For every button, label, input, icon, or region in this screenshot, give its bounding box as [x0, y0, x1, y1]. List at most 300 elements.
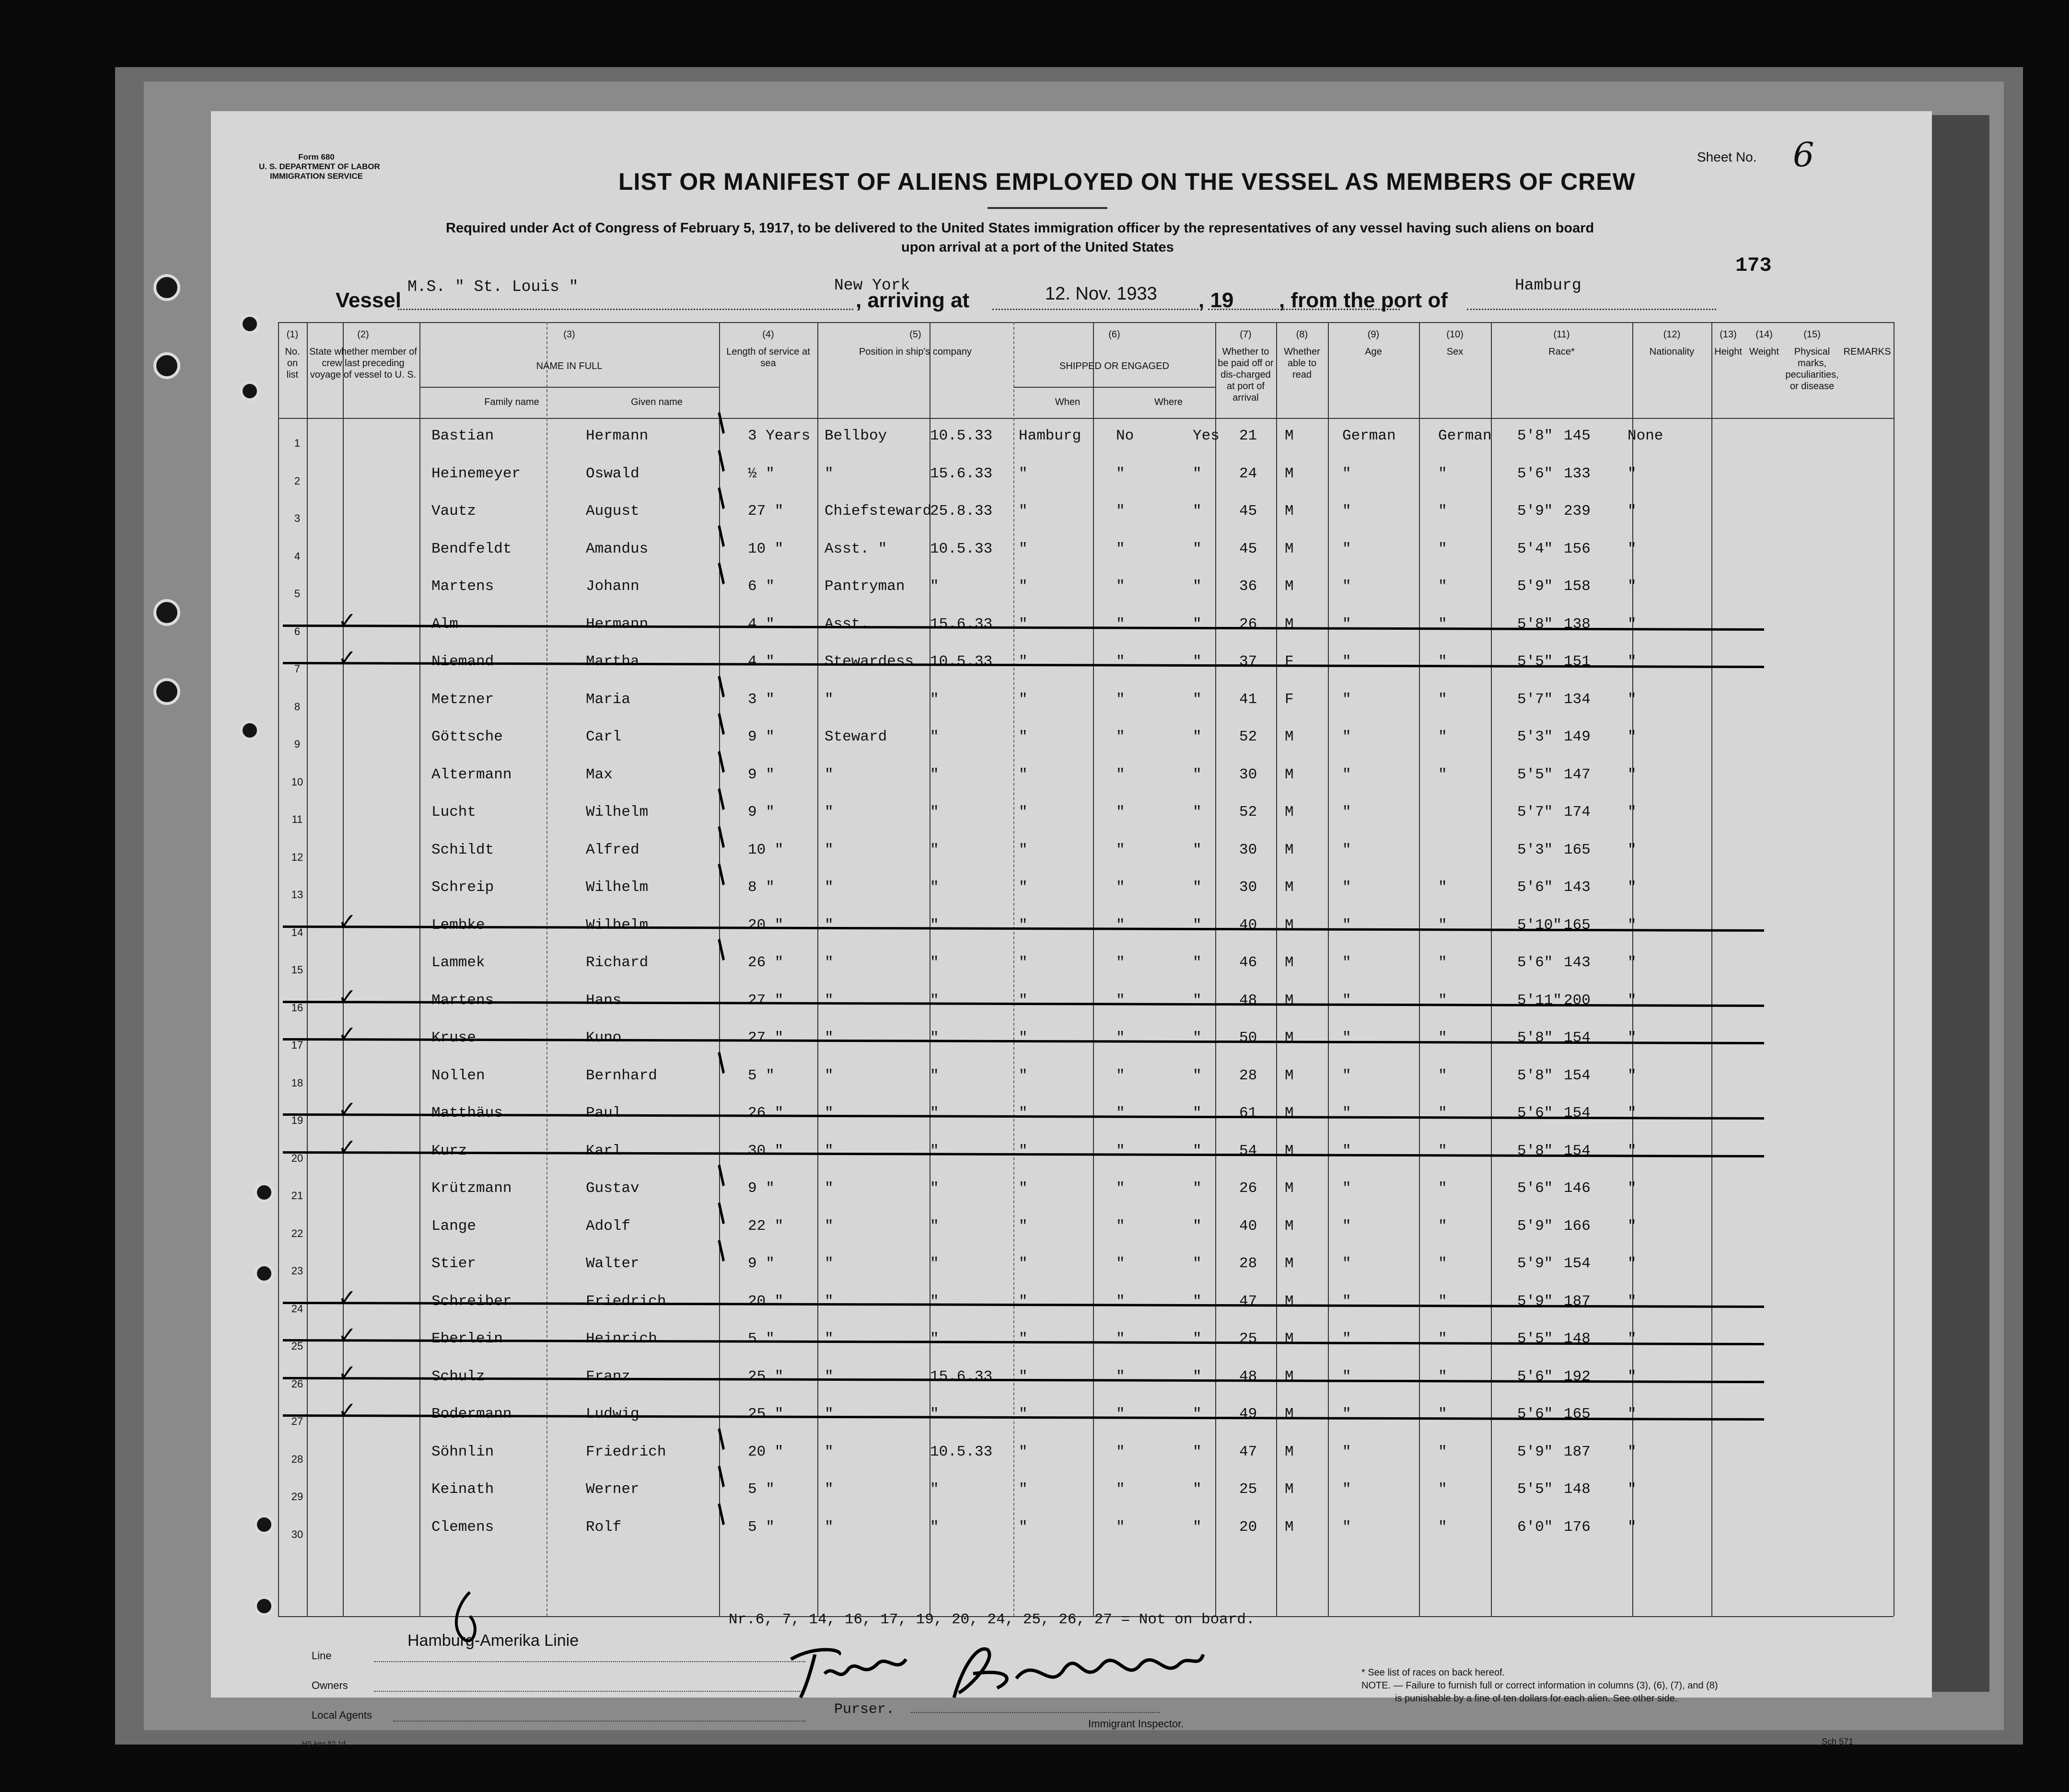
check-mark: ✓ — [338, 1322, 357, 1348]
table-cell-where: " — [1019, 1481, 1028, 1498]
table-cell-service: 27 " — [748, 503, 784, 520]
table-cell-service: 25 " — [748, 1368, 784, 1385]
table-cell-sex: M — [1285, 1255, 1294, 1272]
table-cell-race: " — [1342, 691, 1351, 708]
inspector-dotline — [911, 1712, 1160, 1713]
table-cell-where: " — [1019, 879, 1028, 896]
name-subheader-line — [419, 387, 719, 388]
table-cell-family: Martens — [431, 578, 494, 595]
table-cell-position: " — [825, 1067, 834, 1084]
check-mark: / — [710, 520, 732, 551]
table-cell-height: 5'7" — [1517, 804, 1553, 821]
table-cell-sex: M — [1285, 578, 1294, 595]
table-cell-service: 25 " — [748, 1406, 784, 1422]
table-cell-family: Lange — [431, 1217, 477, 1235]
table-cell-given: Bernhard — [586, 1067, 657, 1084]
row-number: 13 — [291, 889, 303, 901]
check-mark: ✓ — [338, 908, 357, 934]
print-code: HS keg 82 1d — [302, 1740, 346, 1748]
check-mark: / — [710, 1423, 732, 1454]
column-header: Length of service at sea — [726, 347, 810, 369]
table-cell-weight: 145 — [1564, 428, 1591, 444]
table-cell-service: 26 " — [748, 1105, 784, 1121]
column-divider — [719, 322, 720, 1616]
table-top-border — [278, 322, 1894, 323]
table-cell-family: Krützmann — [431, 1180, 512, 1197]
table-cell-service: 4 " — [748, 615, 775, 633]
table-cell-when: " — [930, 578, 939, 595]
table-cell-when: " — [930, 1293, 939, 1310]
table-cell-age: 26 — [1239, 615, 1257, 633]
table-cell-weight: 151 — [1564, 653, 1591, 670]
table-cell-position: " — [825, 1330, 834, 1347]
table-cell-where: " — [1019, 1142, 1028, 1159]
table-cell-age: 26 — [1239, 1180, 1257, 1197]
table-cell-read: " — [1193, 1368, 1202, 1385]
table-cell-read: Yes — [1193, 428, 1220, 444]
table-cell-when: " — [930, 1105, 939, 1121]
column-header: Race* — [1548, 347, 1575, 357]
table-cell-family: Vautz — [431, 503, 477, 520]
check-mark: / — [710, 1047, 732, 1077]
table-cell-sex: M — [1285, 954, 1294, 971]
row-number: 24 — [291, 1302, 303, 1315]
table-cell-when: 15.6.33 — [930, 465, 993, 482]
table-cell-position: " — [825, 1293, 834, 1310]
year-label: , 19 — [1198, 289, 1234, 312]
races-note: * See list of races on back hereof. — [1361, 1667, 1505, 1678]
table-cell-weight: 143 — [1564, 879, 1591, 896]
table-cell-marks: " — [1627, 1180, 1637, 1197]
table-cell-where: " — [1019, 1330, 1028, 1347]
check-mark: ✓ — [338, 983, 357, 1009]
table-cell-paid: " — [1116, 916, 1125, 934]
punch-hole — [254, 1515, 274, 1535]
table-cell-where: " — [1019, 1293, 1028, 1310]
row-number: 25 — [291, 1340, 303, 1352]
table-cell-read: " — [1193, 804, 1202, 821]
table-cell-family: Kurz — [431, 1142, 467, 1159]
table-cell-when: " — [930, 1481, 939, 1498]
column-divider — [278, 322, 279, 1616]
table-cell-where: " — [1019, 615, 1028, 633]
punch-hole — [153, 678, 180, 705]
table-cell-age: 47 — [1239, 1293, 1257, 1310]
table-cell-height: 6'0" — [1517, 1518, 1553, 1536]
column-header: REMARKS — [1843, 347, 1891, 357]
table-cell-paid: " — [1116, 1142, 1125, 1159]
table-cell-age: 28 — [1239, 1067, 1257, 1084]
table-cell-age: 40 — [1239, 916, 1257, 934]
table-cell-paid: " — [1116, 578, 1125, 595]
table-cell-when: 10.5.33 — [930, 1443, 993, 1460]
table-cell-service: 9 " — [748, 728, 775, 745]
punch-hole — [240, 381, 260, 401]
table-cell-marks: " — [1627, 1368, 1637, 1385]
row-number: 28 — [291, 1453, 303, 1465]
check-mark: ✓ — [338, 607, 357, 633]
table-cell-sex: M — [1285, 1217, 1294, 1235]
table-cell-race: " — [1342, 540, 1351, 557]
table-cell-where: " — [1019, 728, 1028, 745]
check-mark: / — [710, 709, 732, 739]
table-cell-position: " — [825, 1029, 834, 1046]
table-cell-paid: " — [1116, 766, 1125, 783]
table-cell-position: " — [825, 916, 834, 934]
table-cell-nat: " — [1438, 1518, 1447, 1536]
table-cell-nat: " — [1438, 615, 1447, 633]
table-cell-sex: M — [1285, 1067, 1294, 1084]
subtitle-line-2: upon arrival at a port of the United States — [901, 240, 1174, 255]
table-cell-nat: " — [1438, 992, 1447, 1009]
column-header: State whether member of crew last preceding voyage of vessel to U. S. — [309, 347, 417, 380]
table-cell-age: 61 — [1239, 1105, 1257, 1121]
table-cell-family: Alm — [431, 615, 458, 633]
table-cell-family: Schreiber — [431, 1293, 512, 1310]
table-cell-position: Asst. — [825, 615, 870, 633]
table-cell-position: " — [825, 1406, 834, 1422]
column-number: (6) — [1108, 329, 1120, 340]
table-cell-paid: " — [1116, 465, 1125, 482]
table-cell-paid: " — [1116, 1481, 1125, 1498]
table-cell-read: " — [1193, 1406, 1202, 1422]
table-cell-position: Stewardess — [825, 653, 914, 670]
table-cell-service: 27 " — [748, 992, 784, 1009]
table-cell-nat: " — [1438, 879, 1447, 896]
table-cell-marks: " — [1627, 1518, 1637, 1536]
punch-hole — [153, 274, 180, 301]
table-cell-sex: M — [1285, 1029, 1294, 1046]
table-cell-service: 9 " — [748, 766, 775, 783]
table-cell-nat: " — [1438, 1330, 1447, 1347]
table-cell-where: " — [1019, 503, 1028, 520]
table-cell-marks: " — [1627, 879, 1637, 896]
row-number: 19 — [291, 1114, 303, 1126]
table-cell-paid: " — [1116, 804, 1125, 821]
table-cell-race: " — [1342, 841, 1351, 858]
arriving-value: New York — [834, 277, 910, 294]
table-cell-sex: F — [1285, 691, 1294, 708]
row-number: 7 — [294, 663, 301, 675]
table-cell-age: 21 — [1239, 428, 1257, 444]
table-cell-sex: M — [1285, 1368, 1294, 1385]
table-cell-nat: " — [1438, 954, 1447, 971]
not-on-board-note: Nr.6, 7, 14, 16, 17, 19, 20, 24, 25, 26, 27 = Not on board. — [729, 1611, 1255, 1628]
table-cell-marks: " — [1627, 578, 1637, 595]
table-cell-where: " — [1019, 1029, 1028, 1046]
table-cell-weight: 138 — [1564, 615, 1591, 633]
table-cell-sex: M — [1285, 540, 1294, 557]
table-cell-weight: 148 — [1564, 1330, 1591, 1347]
table-cell-family: Schreip — [431, 879, 494, 896]
list-number: 173 — [1735, 254, 1772, 277]
table-cell-service: 10 " — [748, 841, 784, 858]
table-cell-race: " — [1342, 465, 1351, 482]
table-cell-nat: " — [1438, 1067, 1447, 1084]
table-cell-given: Maria — [586, 691, 631, 708]
table-cell-height: 5'9" — [1517, 1293, 1553, 1310]
table-cell-service: 20 " — [748, 1293, 784, 1310]
given-name-header: Given name — [631, 397, 683, 407]
table-cell-height: 5'6" — [1517, 1406, 1553, 1422]
table-cell-height: 5'9" — [1517, 1217, 1553, 1235]
form-service: IMMIGRATION SERVICE — [270, 172, 363, 181]
table-cell-given: Gustav — [586, 1180, 639, 1197]
table-cell-age: 52 — [1239, 728, 1257, 745]
table-cell-race: " — [1342, 503, 1351, 520]
table-cell-when: " — [930, 1180, 939, 1197]
table-cell-sex: M — [1285, 841, 1294, 858]
table-cell-race: " — [1342, 1368, 1351, 1385]
column-header: Whether able to read — [1284, 347, 1320, 380]
table-cell-marks: " — [1627, 1406, 1637, 1422]
check-mark: / — [710, 784, 732, 814]
column-number: (4) — [762, 329, 774, 340]
table-cell-nat: " — [1438, 1142, 1447, 1159]
table-cell-read: " — [1193, 1029, 1202, 1046]
row-number: 12 — [291, 851, 303, 863]
table-cell-marks: " — [1627, 691, 1637, 708]
table-cell-position: " — [825, 1443, 834, 1460]
table-cell-race: " — [1342, 1293, 1351, 1310]
table-cell-marks: " — [1627, 1443, 1637, 1460]
table-cell-weight: 158 — [1564, 578, 1591, 595]
table-cell-family: Lucht — [431, 804, 477, 821]
table-cell-service: 22 " — [748, 1217, 784, 1235]
table-cell-race: " — [1342, 916, 1351, 934]
table-cell-weight: 149 — [1564, 728, 1591, 745]
table-cell-when: " — [930, 1067, 939, 1084]
punch-hole — [153, 599, 180, 626]
punch-hole — [254, 1596, 274, 1616]
table-cell-read: " — [1193, 615, 1202, 633]
table-cell-marks: " — [1627, 916, 1637, 934]
table-cell-nat: " — [1438, 578, 1447, 595]
table-cell-service: 4 " — [748, 653, 775, 670]
table-cell-family: Heinemeyer — [431, 465, 521, 482]
table-cell-read: " — [1193, 992, 1202, 1009]
table-cell-age: 37 — [1239, 653, 1257, 670]
column-header: SHIPPED OR ENGAGED — [1059, 361, 1169, 371]
table-cell-given: Walter — [586, 1255, 639, 1272]
table-cell-weight: 176 — [1564, 1518, 1591, 1536]
table-cell-weight: 187 — [1564, 1293, 1591, 1310]
table-cell-position: Bellboy — [825, 428, 887, 444]
table-cell-where: " — [1019, 1443, 1028, 1460]
table-cell-family: Clemens — [431, 1518, 494, 1536]
row-number: 23 — [291, 1265, 303, 1277]
binding-shadow — [1932, 115, 1989, 1692]
column-header: Physical marks, peculiarities, or disease — [1785, 347, 1839, 392]
table-cell-service: 27 " — [748, 1029, 784, 1046]
row-number: 15 — [291, 964, 303, 976]
table-cell-height: 5'9" — [1517, 503, 1553, 520]
table-cell-where: " — [1019, 804, 1028, 821]
table-cell-read: " — [1193, 1180, 1202, 1197]
table-cell-family: Niemand — [431, 653, 494, 670]
table-cell-when: 15.6.33 — [930, 615, 993, 633]
column-number: (2) — [357, 329, 369, 340]
table-cell-nat: " — [1438, 1368, 1447, 1385]
table-cell-given: Max — [586, 766, 613, 783]
table-cell-paid: " — [1116, 879, 1125, 896]
table-cell-position: " — [825, 1481, 834, 1498]
table-cell-age: 46 — [1239, 954, 1257, 971]
column-header: Nationality — [1649, 347, 1695, 357]
table-cell-marks: " — [1627, 1142, 1637, 1159]
table-cell-sex: M — [1285, 728, 1294, 745]
table-cell-given: August — [586, 503, 639, 520]
row-number: 26 — [291, 1377, 303, 1390]
from-port-dotline — [1467, 309, 1716, 310]
table-cell-position: " — [825, 1518, 834, 1536]
table-cell-age: 25 — [1239, 1330, 1257, 1347]
row-number: 18 — [291, 1076, 303, 1089]
table-cell-marks: None — [1627, 428, 1663, 444]
table-cell-service: 8 " — [748, 879, 775, 896]
table-cell-paid: " — [1116, 503, 1125, 520]
table-cell-marks: " — [1627, 992, 1637, 1009]
table-cell-read: " — [1193, 1255, 1202, 1272]
table-cell-when: " — [930, 1518, 939, 1536]
table-cell-marks: " — [1627, 503, 1637, 520]
table-cell-read: " — [1193, 916, 1202, 934]
vessel-dotline — [398, 309, 853, 310]
table-cell-service: 20 " — [748, 916, 784, 934]
table-cell-age: 48 — [1239, 992, 1257, 1009]
line-dotline — [374, 1661, 805, 1662]
table-cell-paid: " — [1116, 1330, 1125, 1347]
table-cell-age: 54 — [1239, 1142, 1257, 1159]
row-number: 29 — [291, 1491, 303, 1503]
table-cell-given: Carl — [586, 728, 622, 745]
table-cell-nat: " — [1438, 1255, 1447, 1272]
table-cell-nat: " — [1438, 465, 1447, 482]
line-label: Line — [312, 1650, 332, 1662]
table-cell-nat: " — [1438, 1443, 1447, 1460]
table-cell-where: " — [1019, 1067, 1028, 1084]
table-cell-age: 50 — [1239, 1029, 1257, 1046]
table-cell-height: 5'6" — [1517, 1368, 1553, 1385]
table-cell-marks: " — [1627, 804, 1637, 821]
vessel-label: Vessel — [336, 289, 402, 312]
table-cell-position: " — [825, 879, 834, 896]
form-number: Form 680 — [298, 152, 335, 162]
table-cell-nat: " — [1438, 540, 1447, 557]
column-number: (3) — [563, 329, 575, 340]
table-cell-nat: " — [1438, 1481, 1447, 1498]
sheet-number-label: Sheet No. — [1697, 150, 1757, 164]
table-cell-read: " — [1193, 691, 1202, 708]
column-divider — [1711, 322, 1712, 1616]
arrival-date: 12. Nov. 1933 — [1045, 284, 1157, 304]
table-cell-read: " — [1193, 1330, 1202, 1347]
table-cell-height: 5'3" — [1517, 841, 1553, 858]
table-cell-given: Richard — [586, 954, 649, 971]
table-cell-race: " — [1342, 1180, 1351, 1197]
table-cell-when: " — [930, 804, 939, 821]
table-cell-where: " — [1019, 578, 1028, 595]
table-cell-given: Alfred — [586, 841, 639, 858]
table-cell-race: " — [1342, 766, 1351, 783]
check-mark: / — [710, 558, 732, 588]
row-number: 1 — [294, 437, 301, 449]
table-cell-paid: " — [1116, 540, 1125, 557]
punch-hole — [240, 314, 260, 334]
table-cell-height: 5'10" — [1517, 916, 1562, 934]
where-header: Where — [1154, 397, 1183, 407]
fine-note-2: is punishable by a fine of ten dollars for each alien. See other side. — [1395, 1693, 1678, 1704]
manifest-sheet — [211, 111, 1932, 1748]
table-cell-paid: " — [1116, 1518, 1125, 1536]
check-mark: / — [710, 1160, 732, 1190]
table-cell-race: " — [1342, 1330, 1351, 1347]
table-cell-height: 5'6" — [1517, 1180, 1553, 1197]
table-cell-position: " — [825, 1142, 834, 1159]
table-cell-paid: " — [1116, 1368, 1125, 1385]
table-cell-race: " — [1342, 728, 1351, 745]
table-cell-paid: " — [1116, 992, 1125, 1009]
table-cell-service: 3 " — [748, 691, 775, 708]
table-cell-family: Metzner — [431, 691, 494, 708]
table-cell-age: 40 — [1239, 1217, 1257, 1235]
table-cell-height: 5'9" — [1517, 1443, 1553, 1460]
table-cell-paid: " — [1116, 728, 1125, 745]
schedule-code: Sch 571 — [1822, 1737, 1854, 1746]
table-cell-age: 30 — [1239, 879, 1257, 896]
table-cell-read: " — [1193, 1142, 1202, 1159]
table-cell-paid: " — [1116, 1067, 1125, 1084]
row-number: 14 — [291, 926, 303, 938]
table-cell-sex: M — [1285, 804, 1294, 821]
table-cell-given: Hermann — [586, 615, 649, 633]
table-cell-age: 47 — [1239, 1443, 1257, 1460]
line-value: Hamburg-Amerika Linie — [407, 1631, 579, 1650]
table-cell-race: " — [1342, 1105, 1351, 1121]
subtitle-line-1: Required under Act of Congress of February 5, 1917, to be delivered to the United States immigration officer by the representatives of any vessel having such aliens on board — [446, 220, 1594, 236]
table-cell-weight: 200 — [1564, 992, 1591, 1009]
row-number: 10 — [291, 775, 303, 788]
row-number: 22 — [291, 1227, 303, 1239]
table-cell-family: Nollen — [431, 1067, 485, 1084]
table-cell-family: Söhnlin — [431, 1443, 494, 1460]
table-cell-family: Eberlein — [431, 1330, 503, 1347]
table-cell-family: Keinath — [431, 1481, 494, 1498]
table-cell-nat: " — [1438, 1029, 1447, 1046]
header-bottom-border — [278, 418, 1894, 419]
table-cell-sex: F — [1285, 653, 1294, 670]
table-cell-service: 9 " — [748, 804, 775, 821]
agents-dotline — [393, 1721, 805, 1722]
table-cell-marks: " — [1627, 728, 1637, 745]
table-cell-service: 3 Years — [748, 428, 811, 444]
column-number: (13) — [1720, 329, 1737, 340]
column-number: (7) — [1240, 329, 1252, 340]
table-cell-marks: " — [1627, 615, 1637, 633]
table-cell-marks: " — [1627, 540, 1637, 557]
purser-label: Purser. — [834, 1701, 895, 1718]
table-cell-paid: " — [1116, 1217, 1125, 1235]
table-cell-paid: " — [1116, 1029, 1125, 1046]
table-cell-family: Matthäus — [431, 1105, 503, 1121]
check-mark: ✓ — [338, 1096, 357, 1122]
inspector-label: Immigrant Inspector. — [1088, 1718, 1184, 1730]
table-cell-when: " — [930, 1406, 939, 1422]
table-cell-where: " — [1019, 1255, 1028, 1272]
table-cell-service: ½ " — [748, 465, 775, 482]
table-cell-where: " — [1019, 1217, 1028, 1235]
table-cell-given: Kuno — [586, 1029, 622, 1046]
